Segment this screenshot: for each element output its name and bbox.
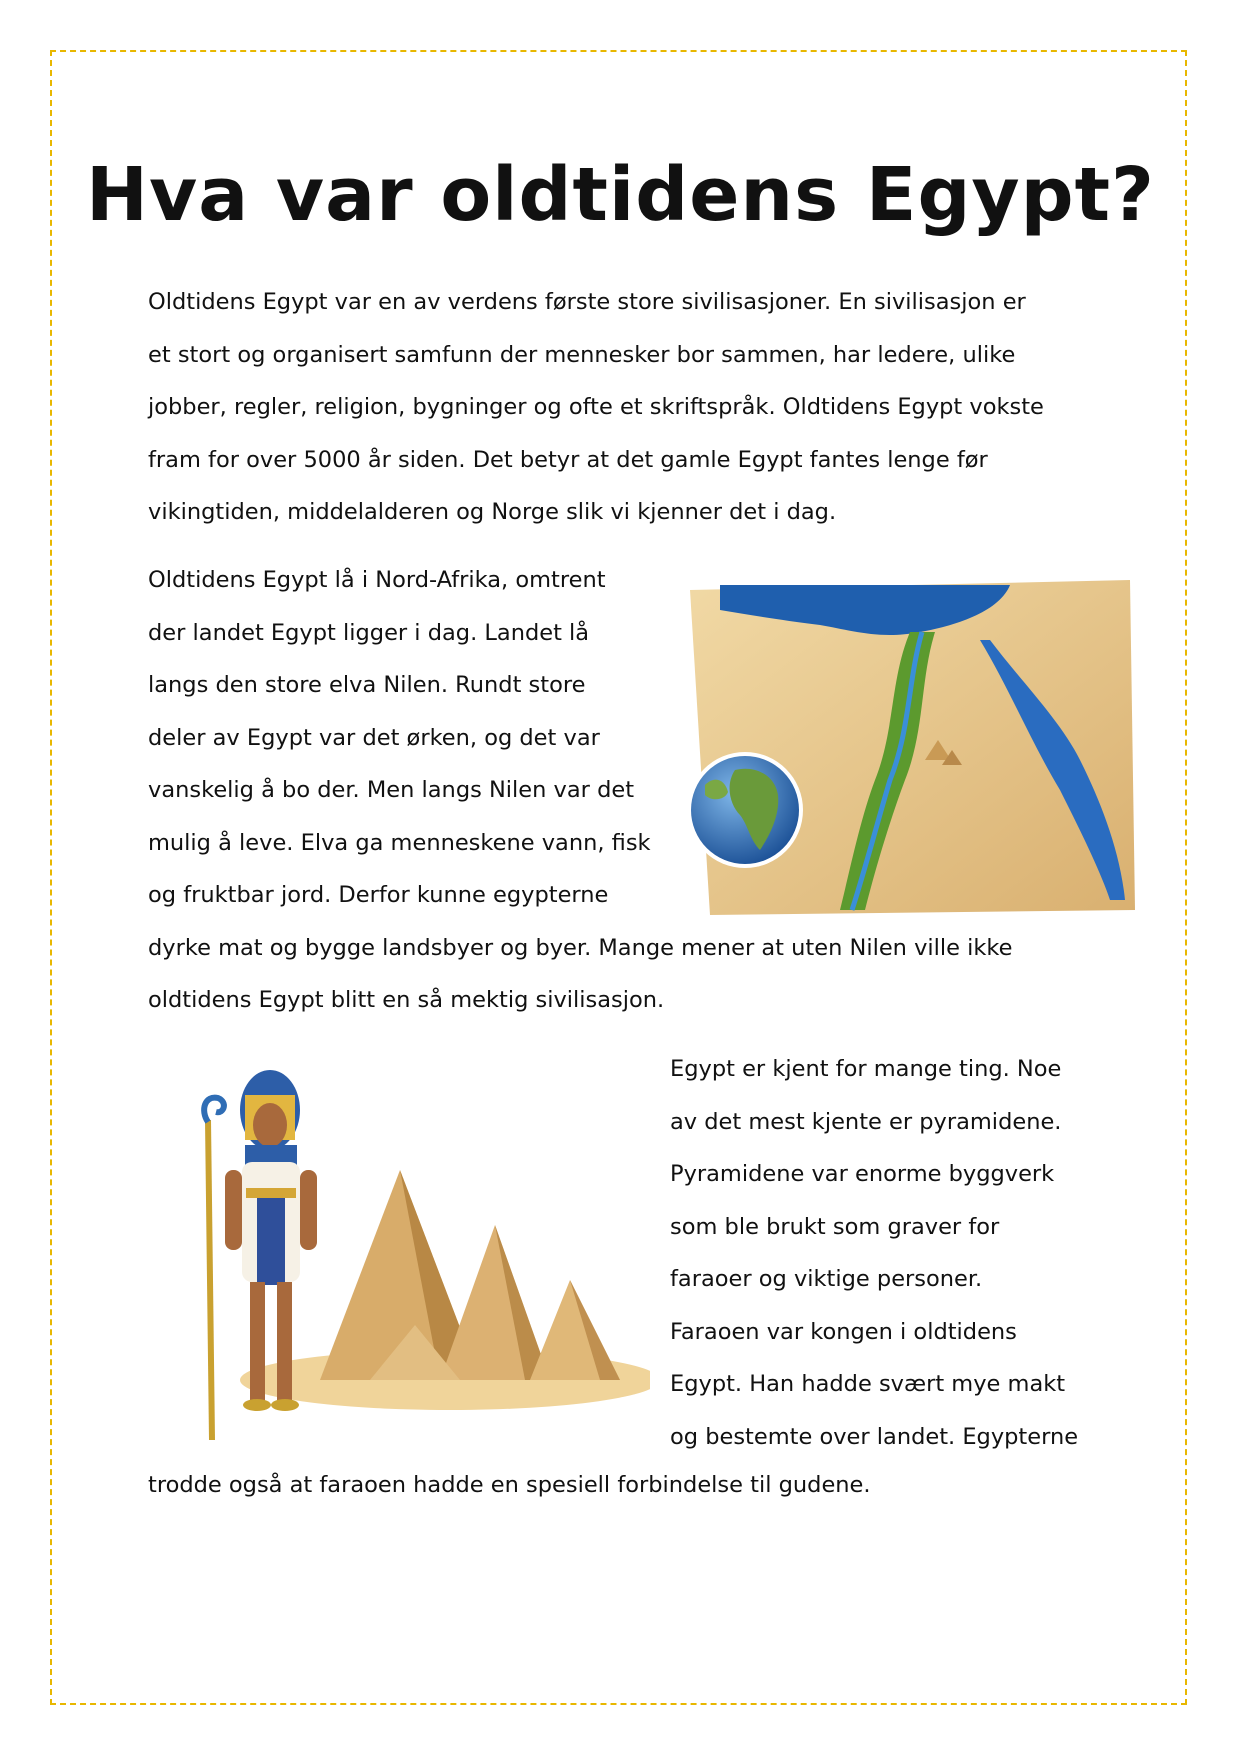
- text-line: Egypt er kjent for mange ting. Noe: [670, 1056, 1062, 1082]
- page-title: Hva var oldtidens Egypt?: [86, 152, 1155, 238]
- intro-paragraph: [148, 276, 1044, 539]
- text-line: Pyramidene var enorme byggverk: [670, 1161, 1055, 1187]
- text-line: et stort og organisert samfunn der mennesker bor sammen, har ledere, ulike: [148, 341, 1016, 368]
- text-line: Faraoen var kongen i oldtidens: [670, 1318, 1017, 1345]
- pyramids-paragraph: [670, 1043, 1078, 1463]
- pyramids-paragraph-end: [148, 1459, 871, 1512]
- text-line: trodde også at faraoen hadde en spesiell forbindelse til gudene.: [148, 1472, 871, 1498]
- text-line: vikingtiden, middelalderen og Norge slik vi kjenner det i dag.: [148, 499, 837, 525]
- text-line: langs den store elva Nilen. Rundt store: [148, 672, 586, 698]
- text-line: der landet Egypt ligger i dag. Landet lå: [148, 619, 590, 646]
- text-line: mulig å leve. Elva ga menneskene vann, fisk: [148, 829, 651, 856]
- text-line: fram for over 5000 år siden. Det betyr at det gamle Egypt fantes lenge før: [148, 446, 988, 473]
- pharaoh-pyramids-illustration: [150, 1050, 650, 1440]
- text-line: Oldtidens Egypt var en av verdens første store sivilisasjoner. En sivilisasjon er: [148, 289, 1026, 315]
- text-line: som ble brukt som graver for: [670, 1213, 1000, 1240]
- text-line: av det mest kjente er pyramidene.: [670, 1108, 1062, 1135]
- text-line: dyrke mat og bygge landsbyer og byer. Mange mener at uten Nilen ville ikke: [148, 934, 1013, 961]
- text-line: og bestemte over landet. Egypterne: [670, 1423, 1079, 1450]
- text-line: og fruktbar jord. Derfor kunne egypterne: [148, 882, 609, 908]
- text-line: jobber, regler, religion, bygninger og ofte et skriftspråk. Oldtidens Egypt vokste: [148, 394, 1044, 420]
- text-line: Oldtidens Egypt lå i Nord-Afrika, omtrent: [148, 567, 606, 593]
- text-line: faraoer og viktige personer.: [670, 1266, 983, 1292]
- text-line: Egypt. Han hadde svært mye makt: [670, 1371, 1066, 1397]
- egypt-map-illustration: [680, 570, 1140, 920]
- text-line: oldtidens Egypt blitt en så mektig sivilisasjon.: [148, 987, 665, 1013]
- text-line: deler av Egypt var det ørken, og det var: [148, 724, 600, 751]
- text-line: vanskelig å bo der. Men langs Nilen var det: [148, 777, 635, 803]
